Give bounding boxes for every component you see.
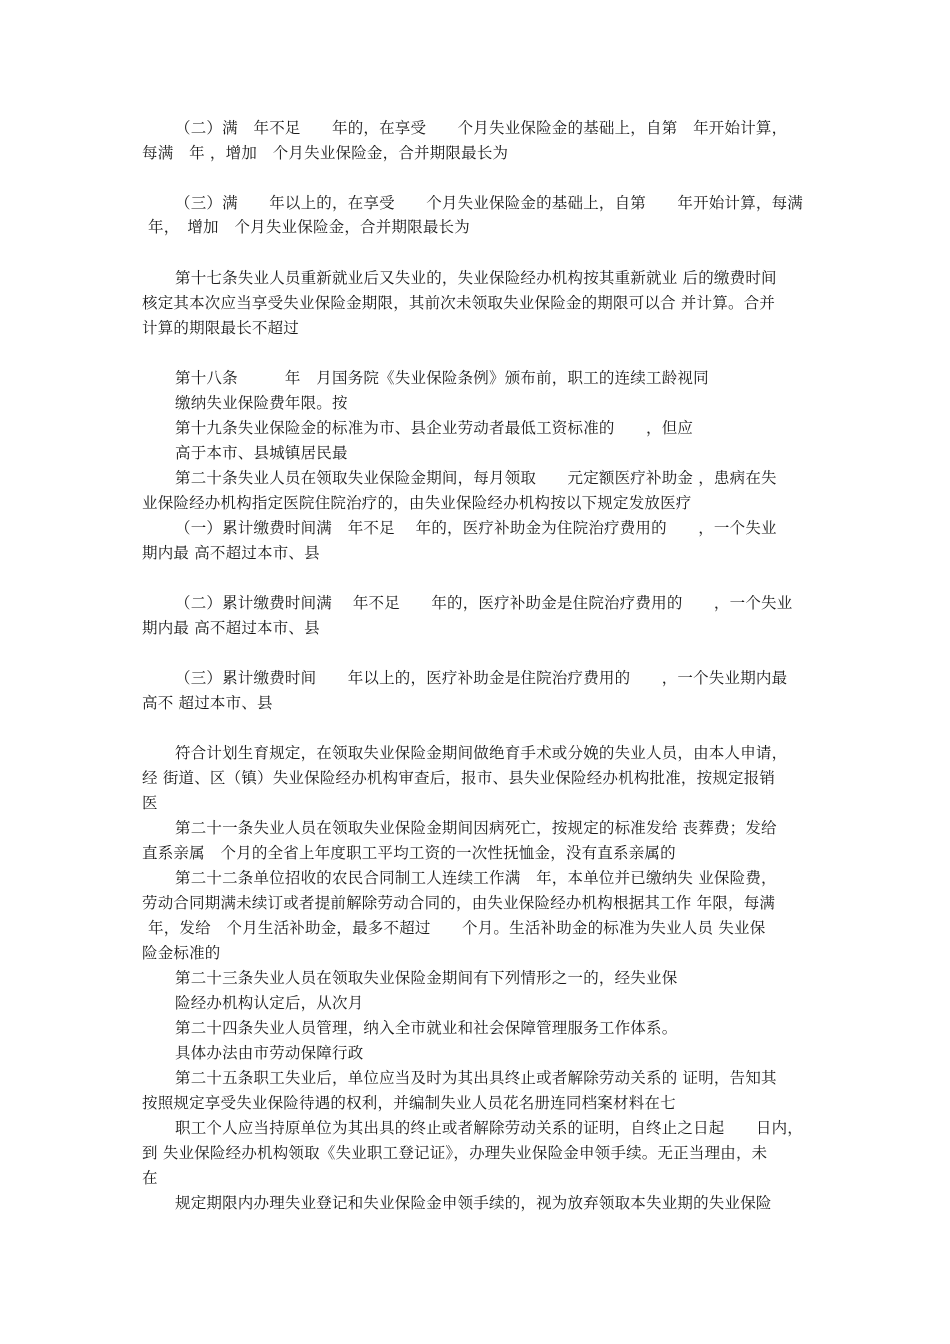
text-line: （一）累计缴费时间满 年不足 年的，医疗补助金为住院治疗费用的 ，一个失业 <box>175 519 777 537</box>
text-line: 按照规定享受失业保险待遇的权利，并编制失业人员花名册连同档案材料在七 <box>142 1094 676 1112</box>
text-line: 具体办法由市劳动保障行政 <box>175 1044 364 1062</box>
text-line: 第十九条失业保险金的标准为市、县企业劳动者最低工资标准的 ，但应 <box>175 419 694 437</box>
text-line: 到 失业保险经办机构领取《失业职工登记证》，办理失业保险金申领手续。无正当理由，未 <box>142 1144 768 1162</box>
text-line: 符合计划生育规定，在领取失业保险金期间做绝育手术或分娩的失业人员，由本人申请， <box>175 744 788 762</box>
text-line: 在 <box>142 1169 158 1187</box>
text-line: 第二十条失业人员在领取失业保险金期间，每月领取 元定额医疗补助金 ，患病在失 <box>175 469 777 487</box>
text-line: 高不 超过本市、县 <box>142 694 273 712</box>
text-line: 业保险经办机构指定医院住院治疗的，由失业保险经办机构按以下规定发放医疗 <box>142 494 692 512</box>
text-line: 劳动合同期满未续订或者提前解除劳动合同的，由失业保险经办机构根据其工作 年限，每满 <box>142 894 776 912</box>
text-line: 第二十二条单位招收的农民合同制工人连续工作满 年，本单位并已缴纳失 业保险费， <box>175 869 777 887</box>
text-line: 高于本市、县城镇居民最 <box>175 444 348 462</box>
text-line: 职工个人应当持原单位为其出具的终止或者解除劳动关系的证明，自终止之日起 日内， <box>175 1119 804 1137</box>
text-line: 第二十三条失业人员在领取失业保险金期间有下列情形之一的，经失业保 <box>175 969 678 987</box>
text-line: 第二十五条职工失业后，单位应当及时为其出具终止或者解除劳动关系的 证明，告知其 <box>175 1069 777 1087</box>
text-line: 险经办机构认定后，从次月 <box>175 994 364 1012</box>
text-line: （三）累计缴费时间 年以上的，医疗补助金是住院治疗费用的 ，一个失业期内最 <box>175 669 788 687</box>
text-line: 年， 增加 个月失业保险金，合并期限最长为 <box>148 218 470 236</box>
text-line: 计算的期限最长不超过 <box>142 319 300 337</box>
text-line: 经 街道、区（镇）失业保险经办机构审查后，报市、县失业保险经办机构批准，按规定报销 <box>142 769 776 787</box>
text-line: （三）满 年以上的，在享受 个月失业保险金的基础上，自第 年开始计算，每满 <box>175 194 804 212</box>
text-line: 核定其本次应当享受失业保险金期限，其前次未领取失业保险金的期限可以合 并计算。合并 <box>142 294 776 312</box>
text-line: 第十七条失业人员重新就业后又失业的，失业保险经办机构按其重新就业 后的缴费时间 <box>175 269 777 287</box>
text-line: 每满 年 ，增加 个月失业保险金，合并期限最长为 <box>142 144 509 162</box>
text-line: 规定期限内办理失业登记和失业保险金申领手续的，视为放弃领取本失业期的失业保险 <box>175 1194 772 1212</box>
text-line: 第二十一条失业人员在领取失业保险金期间因病死亡，按规定的标准发给 丧葬费；发给 <box>175 819 777 837</box>
text-line: 医 <box>142 794 158 812</box>
text-line: （二）满 年不足 年的，在享受 个月失业保险金的基础上，自第 年开始计算， <box>175 119 788 137</box>
text-line: 年，发给 个月生活补助金，最多不超过 个月。生活补助金的标准为失业人员 失业保 <box>148 919 766 937</box>
text-line: 期内最 高不超过本市、县 <box>142 619 320 637</box>
text-line: 期内最 高不超过本市、县 <box>142 544 320 562</box>
text-line: 缴纳失业保险费年限。按 <box>175 394 348 412</box>
text-line: 险金标准的 <box>142 944 221 962</box>
text-line: 直系亲属 个月的全省上年度职工平均工资的一次性抚恤金，没有直系亲属的 <box>142 844 676 862</box>
text-line: 第十八条 年 月国务院《失业保险条例》颁布前，职工的连续工龄视同 <box>175 369 709 387</box>
text-line: 第二十四条失业人员管理，纳入全市就业和社会保障管理服务工作体系。 <box>175 1019 678 1037</box>
text-line: （二）累计缴费时间满 年不足 年的，医疗补助金是住院治疗费用的 ，一个失业 <box>175 594 793 612</box>
